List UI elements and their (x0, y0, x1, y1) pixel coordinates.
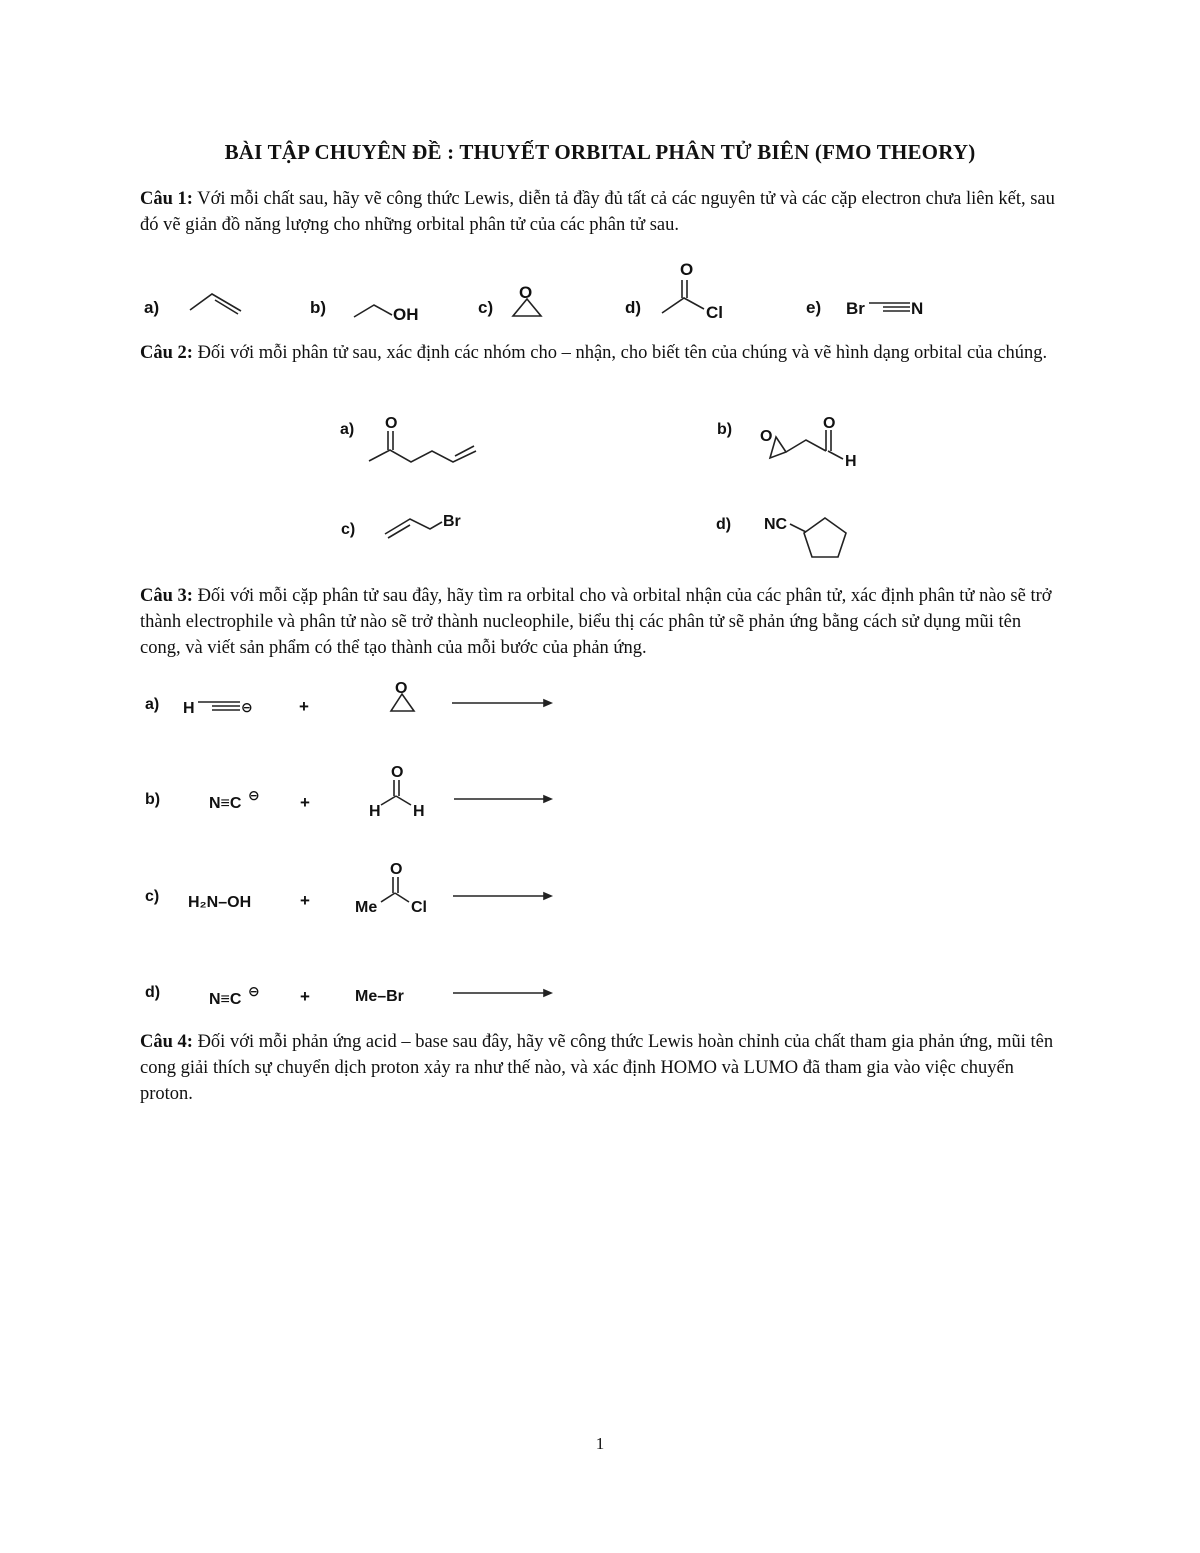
q3-label-b: b) (145, 791, 161, 808)
q1-molecule-a (144, 294, 241, 317)
q3-label-a: a) (145, 696, 160, 713)
question-4-label: Câu 4: (140, 1032, 193, 1052)
q2-b-ring-o: O (760, 428, 773, 445)
page-number: 1 (595, 1434, 605, 1453)
q1-d-cl: Cl (706, 303, 723, 322)
q3-b-minus: ⊖ (248, 787, 260, 803)
q3-a-h: H (183, 700, 195, 717)
q3-reaction-d (145, 983, 551, 1008)
question-2-text: Đối với mỗi phân tử sau, xác định các nhóm cho – nhận, cho biết tên của chúng và vẽ hình dạng orbital của chúng. (192, 343, 1048, 363)
q3-a-o: O (395, 680, 408, 697)
q3-c-cl: Cl (411, 899, 427, 916)
q3-c-plus: + (300, 891, 310, 910)
document-title: BÀI TẬP CHUYÊN ĐỀ : THUYẾT ORBITAL PHÂN TỬ BIÊN (FMO THEORY) (224, 140, 976, 164)
q3-label-c: c) (145, 888, 160, 905)
q1-label-a: a) (144, 298, 160, 317)
question-1-label: Câu 1: (140, 189, 193, 209)
q3-b-plus: + (300, 793, 310, 812)
q2-label-a: a) (340, 421, 355, 438)
q2-label-b: b) (717, 421, 733, 438)
q2-molecule-d (716, 516, 846, 557)
q3-a-plus: + (299, 697, 309, 716)
q3-c-h2n: H₂N–OH (188, 894, 252, 911)
q1-label-e: e) (806, 298, 822, 317)
q3-a-minus: ⊖ (241, 699, 253, 715)
q3-label-d: d) (145, 984, 161, 1001)
q3-b-o: O (391, 764, 404, 781)
q2-c-br: Br (443, 513, 461, 530)
q1-molecule-b (310, 298, 419, 324)
q3-reaction-a (145, 680, 551, 717)
q2-d-nc: NC (764, 516, 788, 533)
q2-b-h: H (845, 453, 857, 470)
q3-reaction-c (145, 861, 551, 916)
q2-label-d: d) (716, 516, 732, 533)
question-2-label: Câu 2: (140, 343, 193, 363)
q1-molecule-d (625, 260, 723, 322)
question-3-text: Đối với mỗi cặp phân tử sau đây, hãy tìm ra orbital cho và orbital nhận của các phân tử, xác định phân tử nào sẽ trở thành electrophile và phân tử nào sẽ trở thành nucleophile, biểu thị các phân tử sẽ phản ứng bằng cách sử dụng mũi tên cong, và viết sản phẩm có thể tạo thành của mỗi bước của phản ứng. (140, 586, 1052, 658)
q1-label-c: c) (478, 298, 494, 317)
question-4-text: Đối với mỗi phản ứng acid – base sau đây, hãy vẽ công thức Lewis hoàn chỉnh của chất tham gia phản ứng, mũi tên cong giải thích sự chuyển dịch proton xảy ra như thế nào, và xác định HOMO và LUMO đã tham gia vào việc chuyển proton. (140, 1032, 1054, 1104)
question-1-text: Với mỗi chất sau, hãy vẽ công thức Lewis, diễn tả đầy đủ tất cả các nguyên tử và các cặp electron chưa liên kết, sau đó vẽ giản đồ năng lượng cho những orbital phân tử của các phân tử sau. (140, 189, 1055, 235)
q3-d-nc: N≡C (209, 991, 242, 1008)
q1-e-n: N (911, 299, 924, 318)
q1-d-o: O (680, 260, 694, 279)
q3-d-plus: + (300, 987, 310, 1006)
q3-c-me: Me (355, 899, 378, 916)
q2-b-o: O (823, 415, 836, 432)
q1-b-oh: OH (393, 305, 419, 324)
q1-molecule-c (478, 283, 541, 317)
q1-label-b: b) (310, 298, 327, 317)
q1-e-br: Br (846, 299, 865, 318)
q3-c-o: O (390, 861, 403, 878)
q2-molecule-a (340, 415, 476, 462)
q3-d-minus: ⊖ (248, 983, 260, 999)
q2-a-o: O (385, 415, 398, 432)
q1-c-o: O (519, 283, 533, 302)
q3-d-mebr: Me–Br (355, 988, 404, 1005)
q3-reaction-b (145, 764, 551, 820)
q2-label-c: c) (341, 521, 356, 538)
q3-b-h1: H (369, 803, 381, 820)
q2-molecule-b (717, 415, 857, 470)
q1-label-d: d) (625, 298, 642, 317)
q3-b-h2: H (413, 803, 425, 820)
q1-molecule-e (806, 298, 923, 318)
question-3-label: Câu 3: (140, 586, 193, 606)
q2-molecule-c (341, 513, 461, 538)
q3-b-nc: N≡C (209, 795, 242, 812)
